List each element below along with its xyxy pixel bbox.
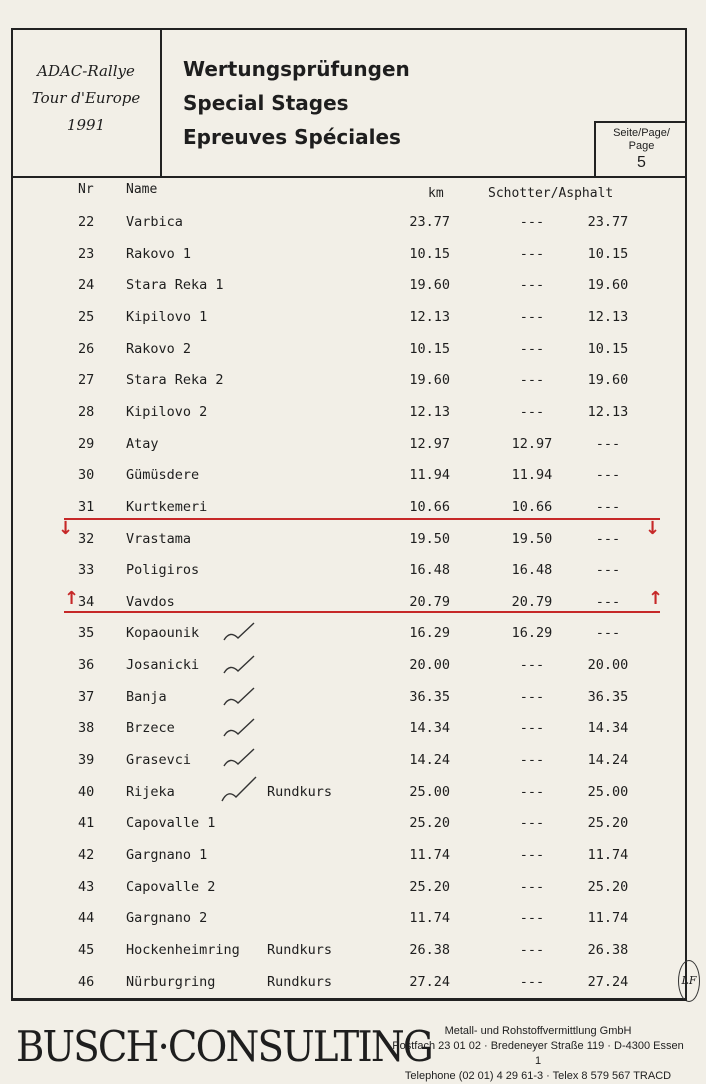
stage-name: Kurtkemeri (126, 499, 208, 515)
table-row (0, 404, 706, 432)
stage-gravel: 19.50 (511, 531, 553, 547)
table-row (0, 689, 706, 717)
stage-number: 43 (78, 879, 95, 895)
event-subtitle: Tour d'Europe (31, 89, 141, 107)
page-label-line2: Page (628, 140, 655, 152)
table-row (0, 277, 706, 305)
stage-asphalt: 12.13 (587, 404, 629, 420)
event-block (12, 58, 160, 139)
stage-km: 19.60 (409, 372, 450, 388)
stage-number: 38 (78, 720, 95, 736)
stage-number: 42 (78, 847, 95, 863)
event-year: 1991 (66, 116, 106, 134)
table-row (0, 752, 706, 780)
stage-number: 36 (78, 657, 95, 673)
stage-km: 16.29 (409, 625, 450, 641)
stage-gravel: --- (519, 657, 545, 673)
stage-asphalt: --- (595, 594, 621, 610)
stage-asphalt: 10.15 (587, 341, 629, 357)
stage-gravel: 16.48 (511, 562, 553, 578)
table-row (0, 372, 706, 400)
stage-number: 45 (78, 942, 95, 958)
stage-number: 32 (78, 531, 95, 547)
table-row (0, 499, 706, 527)
company-name: Metall- und Rohstoffvermittlung GmbH (444, 1025, 632, 1037)
stage-number: 37 (78, 689, 95, 705)
stage-name: Josanicki (126, 657, 200, 673)
title-german: Wertungsprüfungen (183, 57, 410, 81)
col-header-nr: Nr (78, 182, 94, 197)
stage-km: 20.79 (409, 594, 450, 610)
stage-gravel: --- (519, 277, 545, 293)
stage-number: 27 (78, 372, 95, 388)
stage-km: 20.00 (409, 657, 450, 673)
stage-gravel: 10.66 (511, 499, 553, 515)
stage-name: Stara Reka 1 (126, 277, 224, 293)
stage-name: Capovalle 1 (126, 815, 216, 831)
stage-asphalt: 12.13 (587, 309, 629, 325)
table-row (0, 657, 706, 685)
stage-asphalt: 26.38 (587, 942, 629, 958)
stage-asphalt: 19.60 (587, 277, 629, 293)
page-number: 5 (637, 154, 646, 171)
stage-km: 25.20 (409, 879, 450, 895)
title-block (183, 52, 410, 154)
stage-gravel: --- (519, 752, 545, 768)
company-phone: Telephone (02 01) 4 29 61-3 · Telex 8 579 567 TRACD (404, 1070, 672, 1082)
stage-asphalt: --- (595, 467, 621, 483)
stage-name: Stara Reka 2 (126, 372, 224, 388)
stage-gravel: --- (519, 404, 545, 420)
table-row (0, 784, 706, 812)
stage-asphalt: --- (595, 625, 621, 641)
event-name: ADAC-Rallye (37, 62, 135, 80)
stage-asphalt: 27.24 (587, 974, 629, 990)
stage-km: 27.24 (409, 974, 450, 990)
handwritten-check-icon (218, 685, 258, 711)
stage-gravel: --- (519, 910, 545, 926)
stage-number: 41 (78, 815, 95, 831)
stage-asphalt: 14.34 (587, 720, 629, 736)
stage-asphalt: 11.74 (587, 910, 629, 926)
handwritten-initials: LF (678, 960, 700, 1002)
stage-km: 14.34 (409, 720, 450, 736)
stage-name: Gargnano 2 (126, 910, 208, 926)
table-row (0, 910, 706, 938)
table-row (0, 246, 706, 274)
handwritten-check-icon (218, 620, 258, 646)
stage-gravel: --- (519, 815, 545, 831)
red-arrow-down-left-icon: ↓ (58, 518, 74, 539)
table-row (0, 974, 706, 1002)
stage-name: Kipilovo 1 (126, 309, 208, 325)
col-header-surface: Schotter/Asphalt (488, 186, 614, 201)
table-row (0, 942, 706, 970)
stage-name: Kipilovo 2 (126, 404, 208, 420)
stage-km: 25.00 (409, 784, 450, 800)
col-header-km: km (428, 186, 444, 201)
stage-name: Varbica (126, 214, 183, 230)
red-arrow-up-right-icon: ↑ (648, 588, 664, 609)
table-row (0, 815, 706, 843)
stage-note: Rundkurs (267, 942, 333, 958)
stage-km: 25.20 (409, 815, 450, 831)
red-arrow-up-left-icon: ↑ (64, 588, 80, 609)
company-address (388, 1024, 688, 1084)
stage-name: Banja (126, 689, 167, 705)
stage-gravel: --- (519, 341, 545, 357)
table-row (0, 436, 706, 464)
stage-gravel: 16.29 (511, 625, 553, 641)
stage-km: 36.35 (409, 689, 450, 705)
stage-gravel: --- (519, 214, 545, 230)
stage-note: Rundkurs (267, 784, 333, 800)
table-row (0, 562, 706, 590)
stage-asphalt: --- (595, 499, 621, 515)
stage-name: Poligiros (126, 562, 200, 578)
company-postal: Postfach 23 01 02 · Bredeneyer Straße 119 · D-4300 Essen 1 (392, 1040, 684, 1067)
stage-gravel: --- (519, 372, 545, 388)
stage-asphalt: 11.74 (587, 847, 629, 863)
stage-km: 23.77 (409, 214, 450, 230)
stage-km: 14.24 (409, 752, 450, 768)
stage-name: Vrastama (126, 531, 192, 547)
stage-number: 26 (78, 341, 95, 357)
table-row (0, 214, 706, 242)
stage-km: 10.15 (409, 246, 450, 262)
stage-gravel: --- (519, 309, 545, 325)
stage-number: 39 (78, 752, 95, 768)
handwritten-check-icon (218, 716, 258, 742)
page-label (596, 127, 687, 153)
stage-number: 31 (78, 499, 95, 515)
table-row (0, 625, 706, 653)
stage-km: 12.13 (409, 309, 450, 325)
stage-gravel: --- (519, 246, 545, 262)
stage-number: 28 (78, 404, 95, 420)
stage-asphalt: 14.24 (587, 752, 629, 768)
company-logo: BUSCH·CONSULTING (16, 1022, 432, 1071)
table-row (0, 847, 706, 875)
stage-name: Hockenheimring (126, 942, 240, 958)
stage-km: 10.15 (409, 341, 450, 357)
stage-asphalt: 25.20 (587, 879, 629, 895)
stage-gravel: --- (519, 974, 545, 990)
stage-name: Gargnano 1 (126, 847, 208, 863)
stage-name: Grasevci (126, 752, 192, 768)
stage-number: 35 (78, 625, 95, 641)
stage-gravel: --- (519, 784, 545, 800)
table-row (0, 341, 706, 369)
stage-number: 30 (78, 467, 95, 483)
stage-km: 26.38 (409, 942, 450, 958)
stage-number: 22 (78, 214, 95, 230)
stage-km: 10.66 (409, 499, 450, 515)
stage-name: Capovalle 2 (126, 879, 216, 895)
stage-gravel: 12.97 (511, 436, 553, 452)
handwritten-check-icon (218, 653, 258, 679)
red-mark-line-top (64, 518, 660, 520)
footer-rule (11, 999, 687, 1001)
stage-name: Kopaounik (126, 625, 200, 641)
stage-km: 16.48 (409, 562, 450, 578)
stage-asphalt: --- (595, 436, 621, 452)
stage-name: Gümüsdere (126, 467, 200, 483)
stage-name: Rijeka (126, 784, 175, 800)
table-row (0, 594, 706, 622)
table-row (0, 309, 706, 337)
stage-km: 11.74 (409, 847, 450, 863)
table-row (0, 531, 706, 559)
stage-gravel: --- (519, 879, 545, 895)
stage-gravel: --- (519, 942, 545, 958)
stage-asphalt: 36.35 (587, 689, 629, 705)
stage-gravel: 20.79 (511, 594, 553, 610)
red-arrow-down-right-icon: ↓ (645, 518, 661, 539)
title-english: Special Stages (183, 91, 349, 115)
stage-gravel: --- (519, 720, 545, 736)
stage-number: 25 (78, 309, 95, 325)
stage-note: Rundkurs (267, 974, 333, 990)
header-rule (11, 176, 687, 178)
stage-number: 34 (78, 594, 95, 610)
page-number-box (594, 121, 687, 177)
stage-asphalt: 25.00 (587, 784, 629, 800)
stage-km: 11.74 (409, 910, 450, 926)
stage-km: 19.50 (409, 531, 450, 547)
handwritten-check-icon (218, 746, 258, 772)
table-row (0, 879, 706, 907)
stage-name: Vavdos (126, 594, 175, 610)
header-divider (160, 28, 162, 177)
handwritten-check-icon (218, 775, 258, 805)
stage-asphalt: --- (595, 562, 621, 578)
stage-name: Nürburgring (126, 974, 216, 990)
stage-number: 23 (78, 246, 95, 262)
stage-name: Brzece (126, 720, 175, 736)
stage-name: Rakovo 1 (126, 246, 192, 262)
stage-number: 33 (78, 562, 95, 578)
stage-km: 12.97 (409, 436, 450, 452)
stage-number: 40 (78, 784, 95, 800)
stage-number: 44 (78, 910, 95, 926)
stage-number: 29 (78, 436, 95, 452)
stage-number: 24 (78, 277, 95, 293)
stage-name: Atay (126, 436, 159, 452)
table-row (0, 720, 706, 748)
stage-asphalt: 10.15 (587, 246, 629, 262)
stage-km: 12.13 (409, 404, 450, 420)
stage-gravel: --- (519, 689, 545, 705)
stage-gravel: --- (519, 847, 545, 863)
stage-asphalt: 23.77 (587, 214, 629, 230)
stage-asphalt: 20.00 (587, 657, 629, 673)
stage-asphalt: 25.20 (587, 815, 629, 831)
stage-km: 19.60 (409, 277, 450, 293)
page-label-line1: Seite/Page/ (613, 127, 670, 139)
table-row (0, 467, 706, 495)
stage-asphalt: 19.60 (587, 372, 629, 388)
title-french: Epreuves Spéciales (183, 125, 401, 149)
stage-name: Rakovo 2 (126, 341, 192, 357)
col-header-name: Name (126, 182, 158, 197)
stage-number: 46 (78, 974, 95, 990)
stage-km: 11.94 (409, 467, 450, 483)
stage-gravel: 11.94 (511, 467, 553, 483)
red-mark-line-bottom (64, 611, 660, 613)
stage-asphalt: --- (595, 531, 621, 547)
